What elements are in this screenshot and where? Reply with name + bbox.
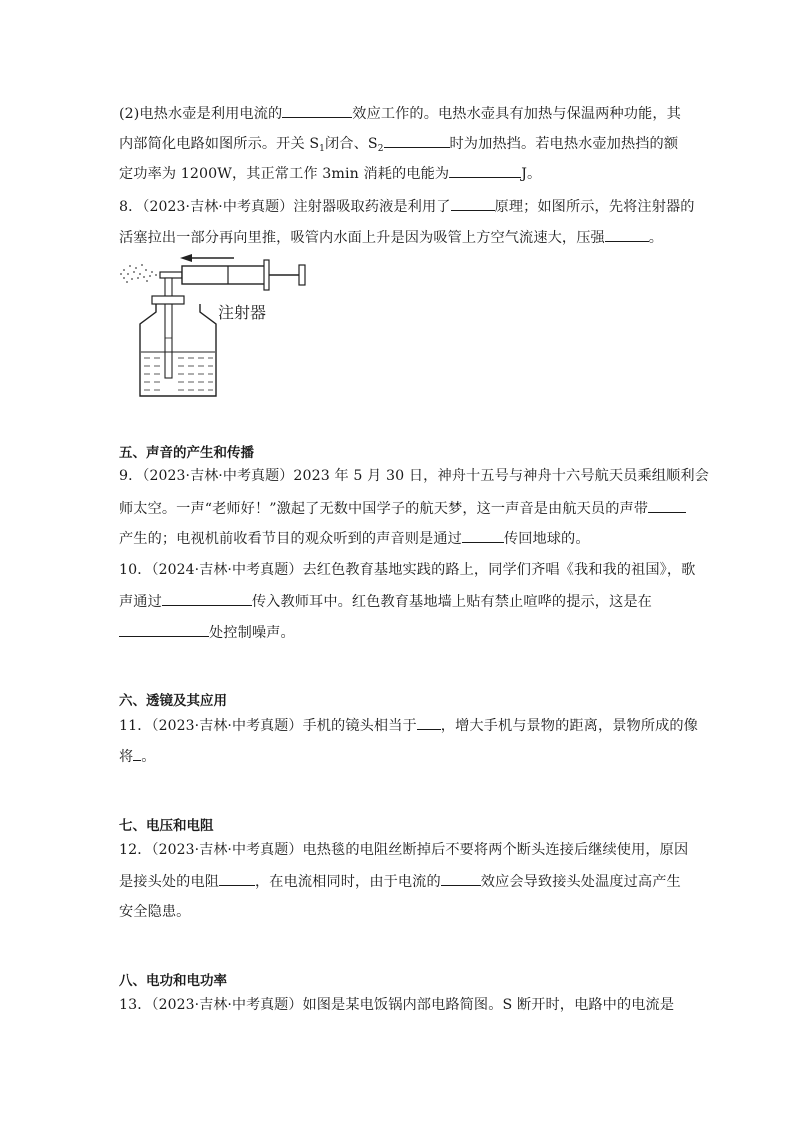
q8-text: 活塞拉出一部分再向里推，吸管内水面上升是因为吸管上方空气流速大，压强 [119,230,605,246]
subscript: 1 [319,144,325,154]
q7-text: 效应工作的。电热水壶具有加热与保温两种功能，其 [352,106,681,122]
arrowhead-icon [180,254,192,262]
q8-text: 注射器吸取药液是利用了 [293,199,451,215]
plunger-handle [299,265,305,285]
answer-blank[interactable] [384,133,450,148]
q12-line3 [119,902,679,922]
q10-text: 处控制噪声。 [209,625,295,641]
q10-text: 传入教师耳中。红色教育基地墙上贴有禁止喧哗的提示，这是在 [251,594,652,610]
q11-text: 手机的镜头相当于 [302,718,417,734]
q9-text: 传回地球的。 [503,531,590,547]
q7-part2-line2 [119,133,679,159]
syringe-barrel [182,266,266,284]
answer-blank[interactable] [451,196,495,211]
q7-part2-line3 [119,163,679,184]
q7-text: 闭合、S [325,136,378,152]
q9-line1 [119,466,709,486]
q12-text: 安全隐患。 [119,904,191,920]
q7-text: (2)电热水壶是利用电流的 [119,106,283,122]
question-source: （2023·吉林·中考真题） [142,199,294,215]
q11-line1 [119,715,698,736]
q7-text: 内部简化电路如图所示。开关 S [119,136,320,152]
q10-text: 去红色教育基地实践的路上，同学们齐唱《我和我的祖国》，歌 [302,562,696,578]
subscript: 2 [377,144,384,154]
q7-text: 定功率为 1200W，其正常工作 3min 消耗的电能为 [119,166,450,182]
q12-line2 [119,871,679,892]
answer-blank[interactable] [282,103,352,118]
figure-label: 注射器 [218,303,267,322]
q12-text: 电热毯的电阻丝断掉后不要将两个断头连接后继续使用，原因 [302,842,689,858]
question-number: 11． [119,718,152,734]
q11-text: 将 [119,749,134,765]
question-number: 9． [119,468,143,484]
answer-blank[interactable] [119,622,209,637]
question-source: （2023·吉林·中考真题） [142,468,294,484]
q10-line1 [119,560,696,580]
q12-line1 [119,840,689,860]
q9-line3 [119,528,679,549]
q8-text: 原理；如图所示，先将注射器的 [494,199,695,215]
q8-line1 [119,196,695,217]
answer-blank[interactable] [449,163,521,178]
q10-line2 [119,591,679,612]
question-number: 12． [119,842,152,858]
question-source: （2023·吉林·中考真题） [151,997,303,1013]
answer-blank[interactable] [462,528,504,543]
q11-text: ，增大手机与景物的距离，景物所成的像 [440,718,698,734]
q12-text: ，在电流相同时，由于电流的 [255,874,441,890]
q11-text: 。 [141,749,156,765]
water-level [141,338,215,390]
straw-tube [165,278,172,378]
question-number: 10． [119,562,152,578]
answer-blank[interactable] [417,715,441,730]
q11-line2 [119,746,679,767]
answer-blank[interactable] [605,227,649,242]
q8-line2 [119,227,679,248]
q13-line1 [119,995,679,1015]
q12-text: 效应会导致接头处温度过高产生 [480,874,681,890]
question-source: （2023·吉林·中考真题） [151,718,303,734]
q10-line3 [119,622,679,643]
q7-text: 时为加热挡。若电热水壶加热挡的额 [449,136,679,152]
answer-blank[interactable] [441,871,481,886]
question-number: 8． [119,199,143,215]
answer-blank[interactable] [648,498,686,513]
q9-text: 2023 年 5 月 30 日，神舟十五号与神舟十六号航天员乘组顺利会 [293,468,709,484]
syringe-nozzle [160,272,182,278]
answer-blank[interactable] [219,871,255,886]
q13-text: 如图是某电饭锅内部电路简图。S 断开时，电路中的电流是 [302,997,675,1013]
q7-part2-line1 [119,103,679,124]
question-source: （2024·吉林·中考真题） [151,562,303,578]
spray-mist-icon [120,264,157,283]
section-heading: 八、电功和电功率 [119,973,227,989]
question-source: （2023·吉林·中考真题） [151,842,303,858]
q9-line2 [119,498,679,519]
question-number: 13． [119,997,152,1013]
bottle-cap [152,296,184,304]
answer-blank[interactable] [162,591,252,606]
section-heading: 七、电压和电阻 [119,818,214,834]
syringe-bottle-figure [116,248,316,398]
q9-text: 师太空。一声“老师好！”激起了无数中国学子的航天梦，这一声音是由航天员的声带 [119,501,649,517]
q7-text: J。 [521,166,542,182]
syringe-flange [264,260,269,290]
q8-text: 。 [648,230,664,246]
q10-text: 声通过 [119,594,162,610]
section-heading: 六、透镜及其应用 [119,693,227,709]
q12-text: 是接头处的电阻 [119,874,220,890]
section-heading: 五、声音的产生和传播 [119,445,254,461]
q9-text: 产生的；电视机前收看节目的观众听到的声音则是通过 [119,531,462,547]
